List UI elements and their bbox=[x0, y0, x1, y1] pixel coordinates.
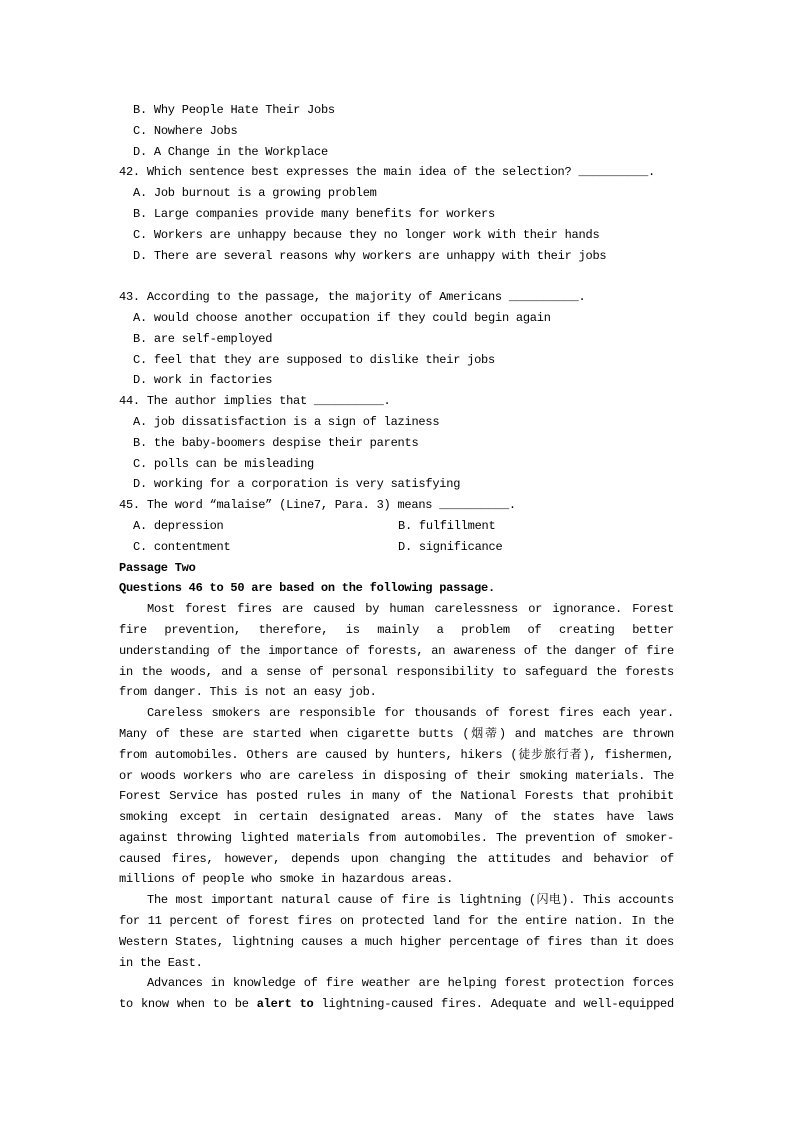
paragraph-line: from danger. This is not an easy job. bbox=[119, 685, 377, 700]
answer-option: D. work in factories bbox=[133, 373, 273, 388]
answer-option: C. Workers are unhappy because they no longer work with their hands bbox=[133, 227, 600, 242]
answer-option: D. There are several reasons why workers are unhappy with their jobs bbox=[133, 248, 607, 263]
paragraph-line: against throwing lighted materials from automobiles. The prevention of smoker- bbox=[119, 830, 674, 845]
answer-option: D. significance bbox=[398, 539, 503, 554]
paragraph-line: The most important natural cause of fire is lightning (闪电). This accounts bbox=[147, 893, 674, 908]
passage-paragraph bbox=[119, 703, 674, 890]
paragraph-line: smoking except in certain designated areas. Many of the states have laws bbox=[119, 810, 674, 825]
paragraph-line: for 11 percent of forest fires on protected land for the entire nation. In the bbox=[119, 914, 674, 929]
question-stem: 45. The word “malaise” (Line7, Para. 3) means __________. bbox=[119, 498, 516, 513]
paragraph-line: in the East. bbox=[119, 955, 203, 970]
paragraph-line: Many of these are started when cigarette butts (烟蒂) and matches are thrown bbox=[119, 726, 674, 741]
paragraph-line: fire prevention, therefore, is mainly a problem of creating better bbox=[119, 622, 674, 637]
answer-option: C. contentment bbox=[133, 539, 231, 554]
paragraph-line: Western States, lightning causes a much higher percentage of fires than it does bbox=[119, 934, 674, 949]
question-45 bbox=[119, 495, 674, 557]
question-42 bbox=[119, 162, 674, 266]
answer-option: D. working for a corporation is very satisfying bbox=[133, 477, 461, 492]
passage-paragraph bbox=[119, 973, 674, 1015]
line-text: to know when to be bbox=[119, 997, 257, 1012]
line-text: lightning-caused fires. Adequate and well-equipped bbox=[313, 997, 674, 1012]
answer-option: B. the baby-boomers despise their parents bbox=[133, 435, 419, 450]
answer-option: B. are self-employed bbox=[133, 331, 273, 346]
passage-paragraph bbox=[119, 599, 674, 703]
answer-option: B. Why People Hate Their Jobs bbox=[133, 103, 335, 117]
paragraph-line: in the woods, and a sense of personal responsibility to safeguard the forests bbox=[119, 664, 674, 679]
answer-option: A. job dissatisfaction is a sign of laziness bbox=[133, 414, 440, 429]
blank-line-spacer bbox=[119, 266, 674, 287]
exam-page bbox=[119, 100, 674, 1015]
question-stem: 42. Which sentence best expresses the main idea of the selection? __________. bbox=[119, 165, 656, 180]
answer-option: B. Large companies provide many benefits for workers bbox=[133, 206, 495, 221]
paragraph-line: millions of people who smoke in hazardous areas. bbox=[119, 872, 454, 887]
passage-paragraph bbox=[119, 890, 674, 973]
bold-phrase: alert to bbox=[256, 997, 314, 1012]
answer-option: A. Job burnout is a growing problem bbox=[133, 186, 377, 201]
answer-option-row bbox=[119, 537, 674, 558]
answer-option: D. A Change in the Workplace bbox=[133, 144, 328, 159]
paragraph-line bbox=[119, 994, 674, 1015]
paragraph-line: caused fires, however, depends upon changing the attitudes and behavior of bbox=[119, 851, 674, 866]
answer-option: A. depression bbox=[133, 518, 224, 533]
paragraph-line: understanding of the importance of forests, an awareness of the danger of fire bbox=[119, 643, 674, 658]
question-44 bbox=[119, 391, 674, 495]
answer-option-row bbox=[119, 516, 674, 537]
answer-option: A. would choose another occupation if they could begin again bbox=[133, 310, 551, 325]
question-43 bbox=[119, 287, 674, 391]
answer-option: C. polls can be misleading bbox=[133, 456, 314, 471]
paragraph-line: Advances in knowledge of fire weather are helping forest protection forces bbox=[147, 976, 674, 991]
paragraph-line: Forest Service has posted rules in many of the National Forests that prohibit bbox=[119, 789, 674, 804]
question-stem: 43. According to the passage, the majority of Americans __________. bbox=[119, 290, 586, 305]
paragraph-line: Careless smokers are responsible for thousands of forest fires each year. bbox=[147, 706, 674, 721]
answer-option: B. fulfillment bbox=[398, 518, 496, 533]
paragraph-line: from automobiles. Others are caused by hunters, hikers (徒步旅行者), fishermen, bbox=[119, 747, 674, 762]
paragraph-line: Most forest fires are caused by human carelessness or ignorance. Forest bbox=[147, 602, 674, 617]
paragraph-line: or woods workers who are careless in disposing of their smoking materials. The bbox=[119, 768, 674, 783]
passage-instruction: Questions 46 to 50 are based on the following passage. bbox=[119, 581, 495, 596]
question-stem: 44. The author implies that __________. bbox=[119, 394, 391, 409]
question-41 bbox=[119, 100, 674, 162]
passage-heading: Passage Two bbox=[119, 560, 196, 575]
answer-option: C. Nowhere Jobs bbox=[133, 123, 238, 138]
answer-option: C. feel that they are supposed to dislike their jobs bbox=[133, 352, 495, 367]
